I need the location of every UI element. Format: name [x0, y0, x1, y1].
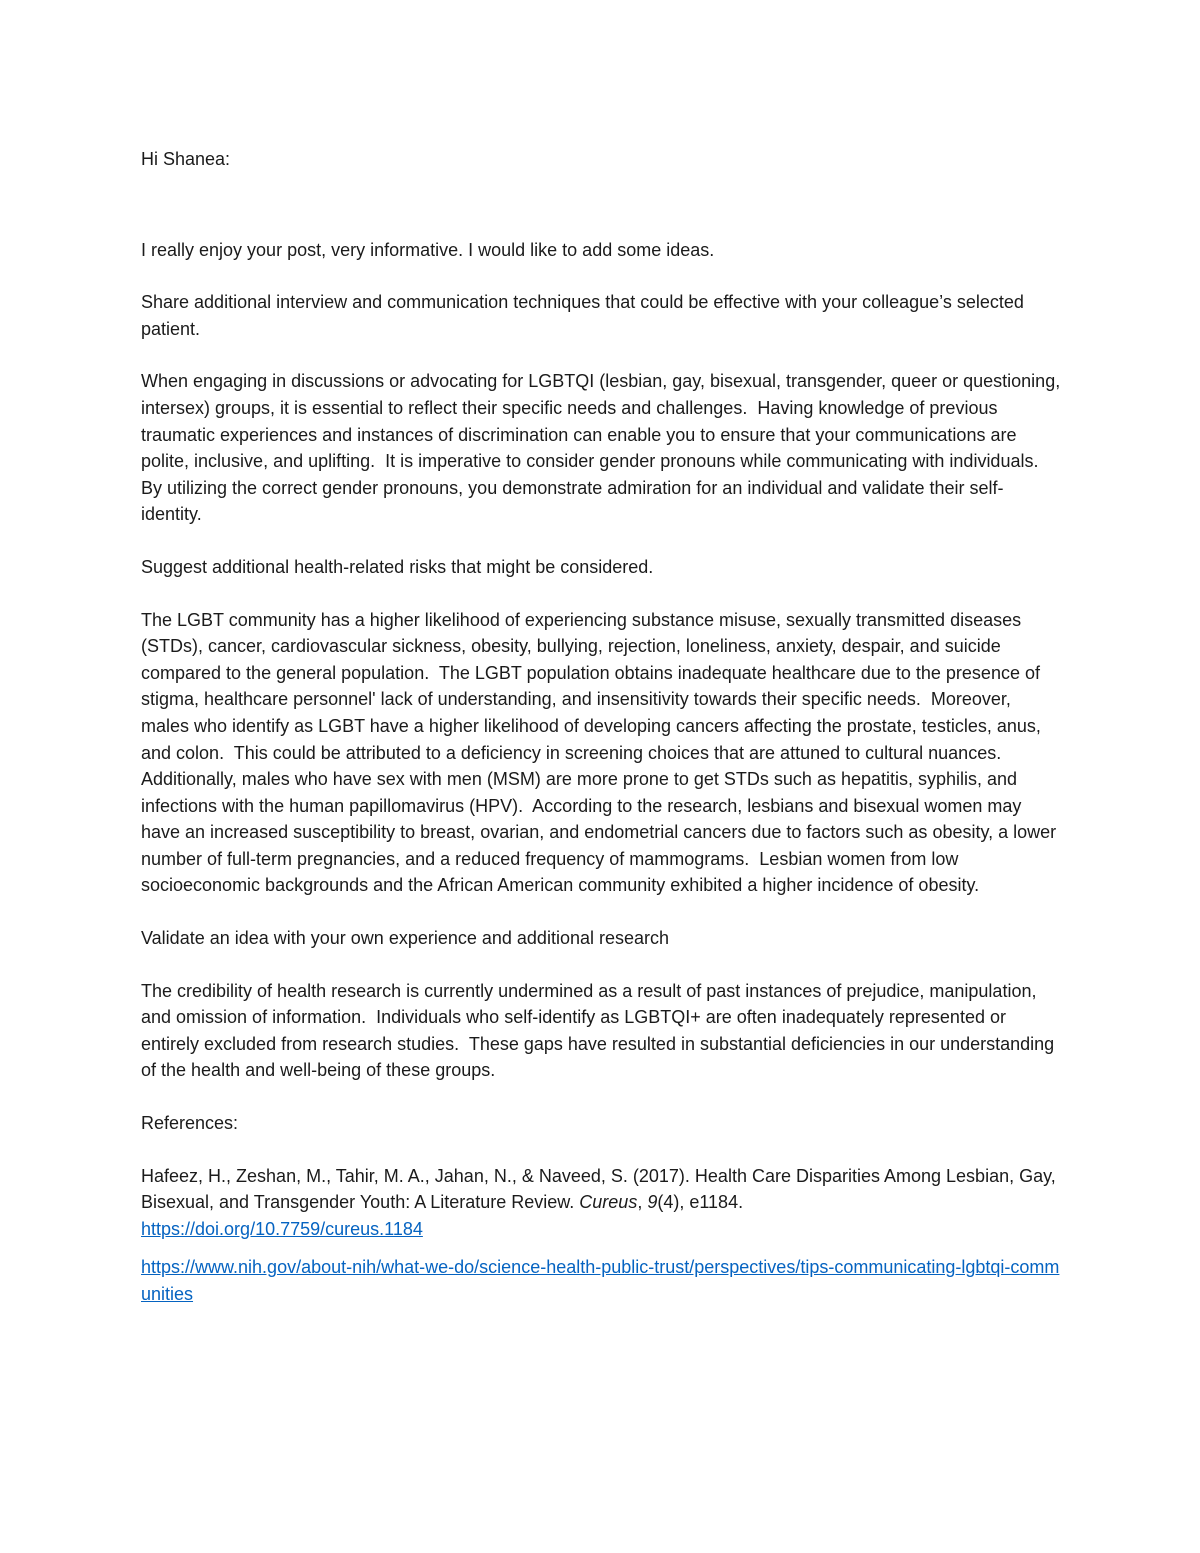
- references-heading: References:: [141, 1113, 239, 1134]
- reference-2-nih-link[interactable]: https://www.nih.gov/about-nih/what-we-do/science-health-public-trust/perspectives/tips-communicating-lgbtqi-communities: [141, 1257, 1060, 1304]
- prompt-2: Suggest additional health-related risks that might be considered.: [141, 556, 654, 577]
- reference-1-journal: Cureus: [579, 1192, 638, 1213]
- answer-3: The credibility of health research is currently undermined as a result of past instances of prejudice, manipulation, and omission of information. Individuals who self-identify as LGBTQI+ are often inadequately represented or entirely excluded from research studies. These gaps have resulted in substantial deficiencies in our understanding of the health and well-being of these groups.: [141, 980, 1060, 1081]
- reference-1-comma: ,: [637, 1192, 648, 1213]
- prompt-1: Share additional interview and communication techniques that could be effective with your colleague’s selected patient.: [141, 292, 1024, 339]
- reference-1-issue: (4), e1184.: [657, 1192, 744, 1213]
- greeting: Hi Shanea:: [141, 149, 231, 169]
- reference-1-doi-link[interactable]: https://doi.org/10.7759/cureus.1184: [141, 1218, 423, 1239]
- reference-entry-2: [141, 1254, 1061, 1307]
- intro-paragraph: I really enjoy your post, very informative. I would like to add some ideas.: [141, 239, 715, 260]
- reference-entry-1: [141, 1163, 1061, 1243]
- document-page: [141, 146, 1066, 1320]
- reference-1-text: Hafeez, H., Zeshan, M., Tahir, M. A., Jahan, N., & Naveed, S. (2017). Health Care Disparities Among Lesbian, Gay, Bisexual, and Transgender Youth: A Literature Review.: [141, 1165, 1056, 1213]
- reference-1-volume: 9: [647, 1192, 658, 1213]
- answer-1: When engaging in discussions or advocating for LGBTQI (lesbian, gay, bisexual, transgender, queer or questioning, intersex) groups, it is essential to reflect their specific needs and challenges. Having knowledge of previous traumatic experiences and instances of discrimination can enable you to ensure that your communications are polite, inclusive, and uplifting. It is imperative to consider gender pronouns while communicating with individuals. By utilizing the correct gender pronouns, you demonstrate admiration for an individual and validate their self-identity.: [141, 371, 1066, 525]
- prompt-3: Validate an idea with your own experience and additional research: [141, 928, 670, 949]
- answer-2: The LGBT community has a higher likelihood of experiencing substance misuse, sexually transmitted diseases (STDs), cancer, cardiovascular sickness, obesity, bullying, rejection, loneliness, anxiety, despair, and suicide compared to the general population. The LGBT population obtains inadequate healthcare due to the presence of stigma, healthcare personnel' lack of understanding, and insensitivity towards their specific needs. Moreover, males who identify as LGBT have a higher likelihood of developing cancers affecting the prostate, testicles, anus, and colon. This could be attributed to a deficiency in screening choices that are attuned to cultural nuances. Additionally, males who have sex with men (MSM) are more prone to get STDs such as hepatitis, syphilis, and infections with the human papillomavirus (HPV). According to the research, lesbians and bisexual women may have an increased susceptibility to breast, ovarian, and endometrial cancers due to factors such as obesity, a lower number of full-term pregnancies, and a reduced frequency of mammograms. Lesbian women from low socioeconomic backgrounds and the African American community exhibited a higher incidence of obesity.: [141, 609, 1062, 896]
